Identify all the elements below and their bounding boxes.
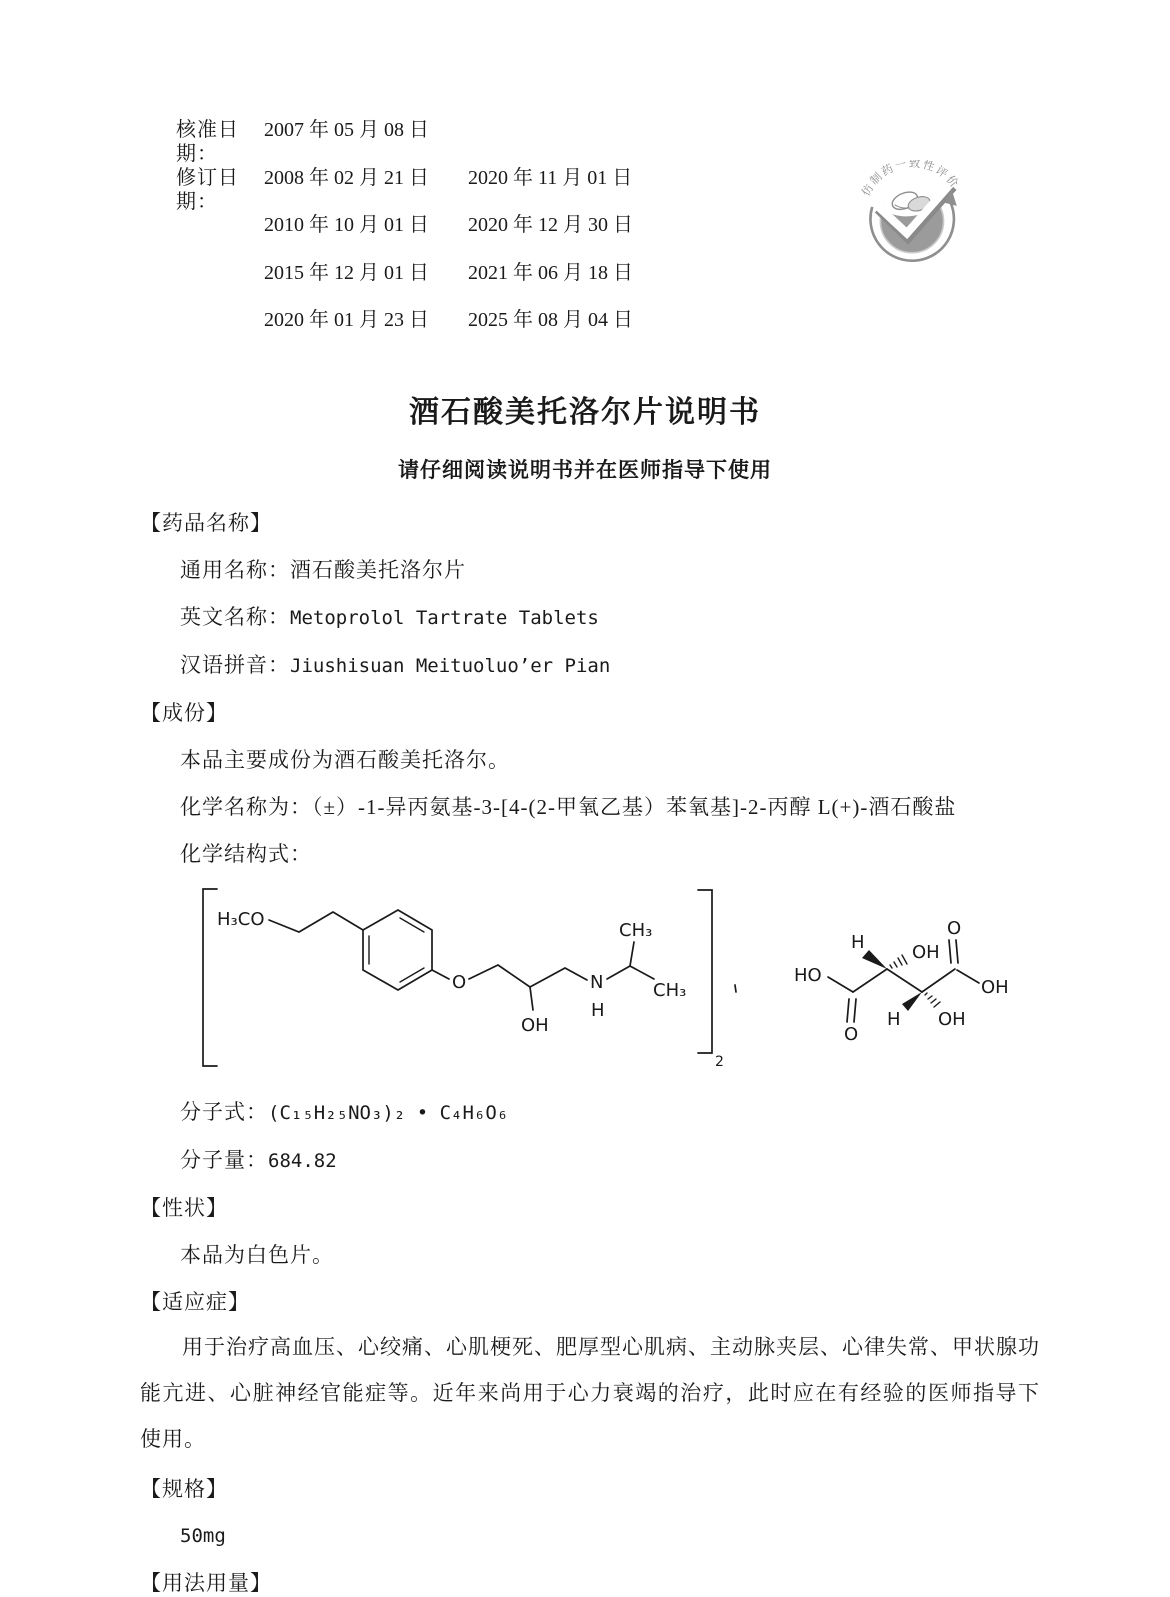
atom-label-oh: OH: [521, 1014, 549, 1036]
weight-value: 684.82: [268, 1149, 337, 1172]
section-header-properties: 【性状】: [140, 1195, 228, 1220]
section-header-dosage: 【用法用量】: [140, 1570, 272, 1595]
seal-arc-text: 仿制药一致性评价: [860, 160, 962, 199]
revision-date-value: 2010 年 10 月 01 日: [264, 214, 429, 236]
date-row: [176, 308, 1170, 356]
properties-text: 本品为白色片。: [180, 1242, 334, 1267]
section-header-spec: 【规格】: [140, 1476, 228, 1501]
page-subtitle: 请仔细阅读说明书并在医师指导下使用: [398, 457, 772, 482]
molecular-formula-line: [180, 1099, 1170, 1127]
atom-label-o-top: O: [947, 917, 962, 939]
revision-date-value: 2020 年 11 月 01 日: [468, 166, 633, 189]
atom-label-o-bottom: O: [844, 1023, 859, 1045]
english-name-line: [180, 604, 1170, 632]
section-header-indications: 【适应症】: [140, 1289, 250, 1314]
page-title: 酒石酸美托洛尔片说明书: [409, 395, 761, 429]
section-header-drug-name: 【药品名称】: [140, 510, 272, 535]
structure-label-line: 化学结构式：: [180, 841, 312, 866]
formula-value: (C₁₅H₂₅NO₃)₂ • C₄H₆O₆: [268, 1101, 509, 1124]
revision-date-label: 修订日期：: [176, 166, 239, 213]
pinyin-name-line: [180, 652, 1170, 680]
indications-paragraph: 用于治疗高血压、心绞痛、心肌梗死、肥厚型心肌病、主动脉夹层、心律失常、甲状腺功能亢进、心脏神经官能症等。近年来尚用于心力衰竭的治疗，此时应在有经验的医师指导下使用。: [140, 1334, 1040, 1451]
consistency-evaluation-seal-icon: [858, 160, 970, 272]
molecular-weight-line: [180, 1147, 1170, 1175]
atom-label-ch3-bottom: CH₃: [653, 979, 687, 1001]
date-row: [176, 166, 1170, 214]
composition-main-line: 本品主要成份为酒石酸美托洛尔。: [180, 747, 510, 772]
atom-label-o-ether: O: [452, 971, 467, 993]
approval-date-label: 核准日期：: [176, 119, 239, 165]
atom-label-oh-top: OH: [912, 941, 940, 963]
atom-label-h-bottom: H: [887, 1008, 901, 1030]
revision-date-value: 2008 年 02 月 21 日: [264, 166, 429, 189]
atom-label-h: H: [591, 999, 605, 1021]
approval-date-value: 2007 年 05 月 08 日: [264, 119, 429, 141]
pinyin-name-value: Jiushisuan Meituoluo’er Pian: [290, 654, 611, 677]
chemical-name-line: 化学名称为：（±）-1-异丙氨基-3-[4-(2-甲氧乙基）苯氧基]-2-丙醇 L(+)-酒石酸盐: [180, 794, 957, 819]
pinyin-name-label: 汉语拼音：: [180, 652, 290, 677]
revision-date-value: 2015 年 12 月 01 日: [264, 261, 429, 284]
atom-label-h-top: H: [851, 931, 865, 953]
english-name-label: 英文名称：: [180, 604, 290, 629]
metoprolol-structure-drawing: [195, 880, 740, 1075]
date-row: [176, 261, 1170, 309]
bracket-subscript: 2: [715, 1053, 724, 1070]
spec-value: 50mg: [180, 1524, 226, 1547]
chemical-structure-figure: [195, 880, 1170, 1075]
atom-label-h3co: H₃CO: [217, 908, 265, 930]
revision-date-value: 2021 年 06 月 18 日: [468, 261, 633, 284]
formula-label: 分子式：: [180, 1099, 268, 1124]
atom-label-n: N: [590, 971, 604, 993]
generic-name-line: 通用名称：酒石酸美托洛尔片: [180, 557, 466, 582]
tartaric-acid-structure-drawing: [780, 882, 1030, 1072]
english-name-value: Metoprolol Tartrate Tablets: [290, 606, 599, 629]
atom-label-ch3-top: CH₃: [619, 919, 653, 941]
date-row: [176, 213, 1170, 261]
revision-date-value: 2020 年 12 月 30 日: [468, 214, 633, 236]
dates-block: [176, 118, 1170, 356]
date-row: [176, 118, 1170, 166]
atom-label-ho: HO: [794, 964, 822, 986]
revision-date-value: 2020 年 01 月 23 日: [264, 309, 429, 331]
section-header-composition: 【成份】: [140, 700, 228, 725]
weight-label: 分子量：: [180, 1147, 268, 1172]
atom-label-oh-bottom: OH: [938, 1008, 966, 1030]
revision-date-value: 2025 年 08 月 04 日: [468, 309, 633, 331]
date-col2: [468, 118, 1170, 166]
atom-label-oh-right: OH: [981, 976, 1009, 998]
